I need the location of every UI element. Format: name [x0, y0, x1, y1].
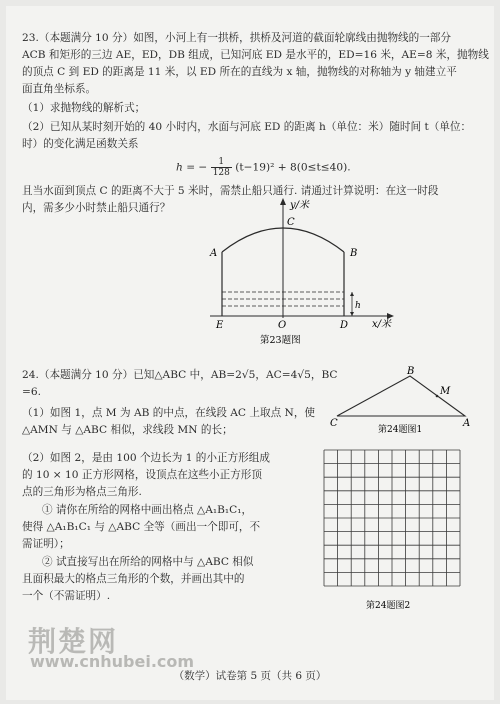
label-h: h	[355, 301, 361, 311]
q24-fig1-caption: 第24题图1	[378, 425, 423, 435]
formula-fraction	[211, 157, 232, 178]
formula-denominator: 128	[212, 168, 230, 178]
watermark-logo: 荆楚网	[28, 625, 119, 658]
q23-line-3: 的顶点 C 到 ED 的距离是 11 米，以 ED 所在的直线为 x 轴，抛物线的对称轴为 y 轴建立平	[22, 66, 457, 78]
formula-numerator: 1	[211, 157, 232, 168]
label-B: B	[350, 248, 358, 259]
q23-line-1: 23.（本题满分 10 分）如图，小河上有一拱桥，拱桥及河道的截面轮廓线由抛物线的一部分	[22, 32, 452, 44]
h-arrow-down	[350, 312, 354, 316]
q23-part2-line2: 时）的变化满足函数关系	[22, 138, 139, 150]
q23-after-line1: 且当水面到顶点 C 的距离不大于 5 米时，需禁止船只通行. 请通过计算说明：在这一时段	[22, 185, 439, 197]
q23-line-4: 面直角坐标系。	[22, 83, 97, 95]
q23-formula	[176, 157, 351, 178]
q24-part2-line2: 的 10 × 10 正方形网格，设顶点在这些小正方形顶	[22, 469, 262, 481]
q24-fig2-caption: 第24题图2	[366, 601, 411, 611]
x-axis-label: x/米	[372, 319, 392, 330]
q24-line-1: 24.（本题满分 10 分）已知△ABC 中，AB=2√5，AC=4√5，BC	[22, 369, 338, 381]
label-C: C	[330, 418, 338, 429]
label-A: A	[463, 418, 471, 429]
q24-sub2-line2: 且面积最大的格点三角形的个数，并画出其中的	[22, 573, 245, 585]
q23-line-2: ACB 和矩形的三边 AE，ED，DB 组成，已知河底 ED 是水平的，ED=16 米，AE=8 米，抛物线	[22, 49, 489, 61]
q23-part2-line1: （2）已知从某时刻开始的 40 小时内，水面与河底 ED 的距离 h（单位：米）随时间 t（单位：	[22, 121, 472, 133]
watermark-url: www.cnhubei.com	[30, 652, 195, 671]
label-M: M	[440, 386, 451, 397]
formula-left: h = −	[176, 161, 208, 174]
point-M	[436, 395, 439, 398]
q24-part2-line1: （2）如图 2，是由 100 个边长为 1 的小正方形组成	[22, 452, 270, 464]
label-O: O	[278, 320, 287, 331]
y-axis-arrow	[280, 198, 286, 205]
label-C: C	[287, 217, 295, 228]
q23-after-line2: 内，需多少小时禁止船只通行？	[22, 202, 171, 214]
q24-part2-line3: 点的三角形为格点三角形.	[22, 486, 142, 498]
label-E: E	[216, 320, 224, 331]
q24-part1-line1: （1）如图 1，点 M 为 AB 的中点，在线段 AC 上取点 N，使	[22, 407, 316, 419]
q24-sub2-line1: ② 试直接写出在所给的网格中与 △ABC 相似	[42, 556, 254, 568]
y-axis-label: y/米	[290, 200, 310, 211]
q24-line-2: =6.	[22, 386, 41, 398]
q23-caption: 第23题图	[260, 335, 301, 346]
q24-sub1-line1: ① 请你在所给的网格中画出格点 △A₁B₁C₁，	[42, 504, 253, 516]
q24-figure-1	[325, 364, 475, 436]
page-footer: （数学）试卷第 5 页（共 6 页）	[173, 670, 327, 682]
q24-sub1-line3: 需证明）；	[22, 538, 70, 550]
q23-figure	[200, 196, 410, 356]
q24-figure-2-grid	[320, 446, 465, 616]
q24-sub1-line2: 使得 △A₁B₁C₁ 与 △ABC 全等（画出一个即可，不	[22, 521, 261, 533]
label-A: A	[210, 248, 218, 259]
formula-right: (t−19)² + 8(0≤t≤40).	[235, 161, 351, 174]
q24-sub2-line3: 一个（不需证明）.	[22, 590, 111, 602]
label-B: B	[407, 366, 415, 377]
label-D: D	[340, 320, 349, 331]
q24-part1-line2: △AMN 与 △ABC 相似，求线段 MN 的长；	[22, 424, 233, 436]
q23-part1: （1）求抛物线的解析式；	[22, 102, 146, 114]
h-arrow-up	[350, 292, 354, 296]
